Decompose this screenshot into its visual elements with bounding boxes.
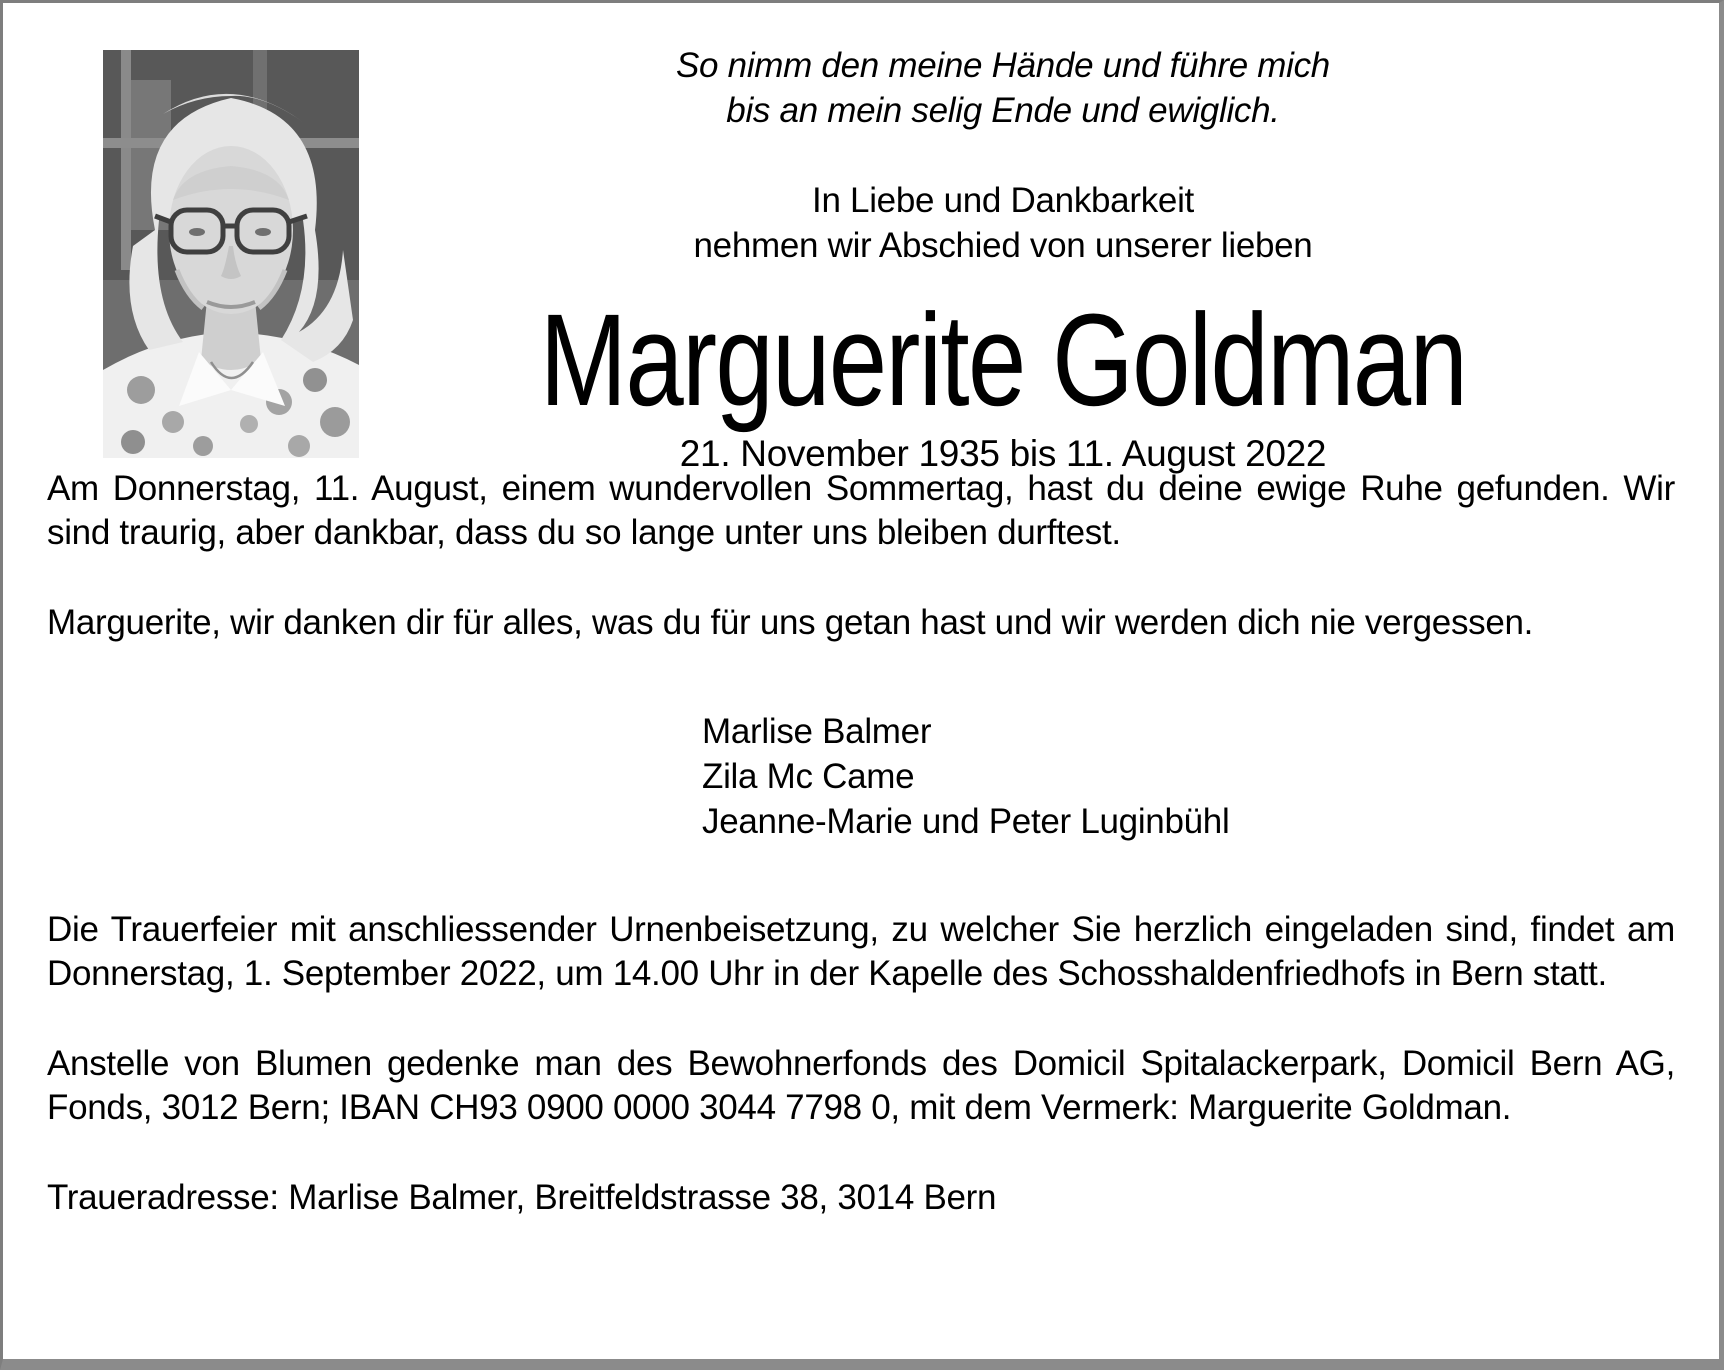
opening-verse: [313, 43, 1693, 133]
verse-line-1: So nimm den meine Hände und führe mich: [676, 46, 1330, 85]
paragraph-thanks: Marguerite, wir danken dir für alles, was du für uns getan hast und wir werden dich nie vergessen.: [47, 603, 1534, 642]
life-dates: 21. November 1935 bis 11. August 2022: [679, 433, 1327, 474]
intro-line-2: nehmen wir Abschied von unserer lieben: [693, 226, 1313, 265]
mourner-name: Marlise Balmer: [702, 712, 932, 751]
mourner-name: Zila Mc Came: [702, 757, 915, 796]
intro-line-1: In Liebe und Dankbarkeit: [812, 181, 1194, 220]
farewell-intro: [313, 178, 1693, 268]
mourners-list: [702, 709, 1675, 844]
notice-body: [3, 467, 1719, 1220]
verse-line-2: bis an mein selig Ende und ewiglich.: [726, 91, 1280, 130]
paragraph-death: Am Donnerstag, 11. August, einem wundervollen Sommertag, hast du deine ewige Ruhe gefunden. Wir sind traurig, aber dankbar, dass du so lange unter uns bleiben durftest.: [47, 469, 1675, 552]
paragraph-funeral: Die Trauerfeier mit anschliessender Urnenbeisetzung, zu welcher Sie herzlich eingeladen sind, findet am Donnerstag, 1. September 2022, um 14.00 Uhr in der Kapelle des Schosshaldenfriedhofs in Bern statt.: [47, 910, 1675, 993]
header-column: [313, 3, 1693, 476]
deceased-name: Marguerite Goldman: [539, 286, 1467, 433]
funeral-address: Traueradresse: Marlise Balmer, Breitfeldstrasse 38, 3014 Bern: [47, 1178, 997, 1217]
mourner-name: Jeanne-Marie und Peter Luginbühl: [702, 802, 1230, 841]
paragraph-donation: Anstelle von Blumen gedenke man des Bewohnerfonds des Domicil Spitalackerpark, Domicil Bern AG, Fonds, 3012 Bern; IBAN CH93 0900 0000 3044 7798 0, mit dem Vermerk: Marguerite Goldman.: [47, 1044, 1675, 1127]
